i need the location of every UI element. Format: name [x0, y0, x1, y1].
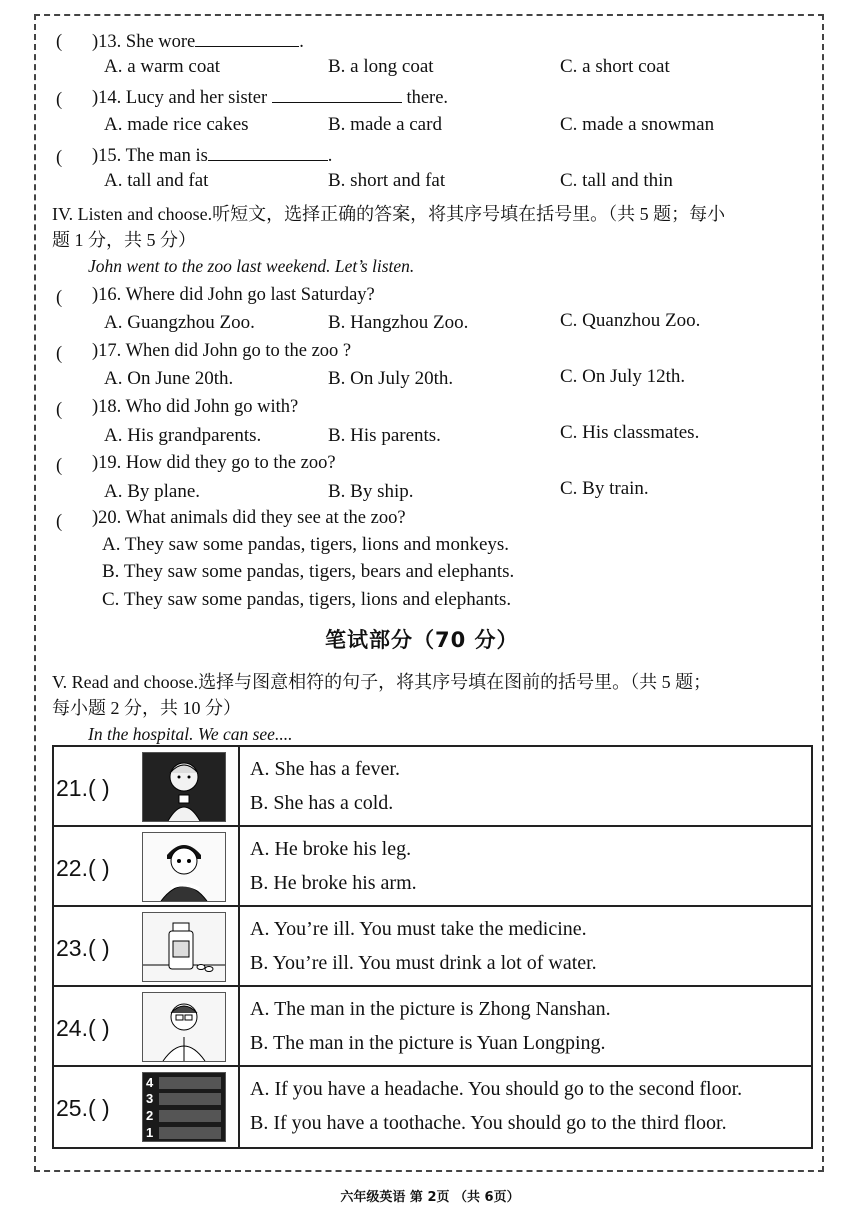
option-14b[interactable]: B. made a card [328, 114, 442, 135]
option-25a[interactable]: A. If you have a headache. You should go to the second floor. [250, 1078, 743, 1100]
table-row [54, 1067, 811, 1147]
question-19: )19. How did they go to the zoo? [92, 453, 336, 473]
question-20: )20. What animals did they see at the zoo? [92, 508, 406, 528]
option-14c[interactable]: C. made a snowman [560, 114, 715, 135]
answer-paren[interactable]: ( [56, 344, 63, 364]
floor-label: 1 [146, 1125, 154, 1140]
section-5-heading-cont: 每小题 2 分，共 10 分） [52, 698, 241, 718]
column-divider [238, 907, 240, 985]
option-16b[interactable]: B. Hangzhou Zoo. [328, 312, 469, 333]
answer-paren[interactable]: ( [56, 148, 63, 168]
option-20b[interactable]: B. They saw some pandas, tigers, bears and elephants. [102, 561, 515, 582]
answer-number-24[interactable]: 24.( ) [56, 1015, 110, 1041]
option-14a[interactable]: A. made rice cakes [104, 114, 249, 135]
option-15c[interactable]: C. tall and thin [560, 170, 673, 191]
answer-paren[interactable]: ( [56, 400, 63, 420]
column-divider [238, 747, 240, 825]
option-21a[interactable]: A. She has a fever. [250, 758, 400, 780]
option-20c[interactable]: C. They saw some pandas, tigers, lions and elephants. [102, 589, 512, 610]
option-17c[interactable]: C. On July 12th. [560, 366, 686, 387]
column-divider [238, 987, 240, 1065]
option-13a[interactable]: A. a warm coat [104, 56, 221, 77]
question-15: )15. The man is . [92, 146, 333, 166]
option-23a[interactable]: A. You’re ill. You must take the medicine. [250, 918, 587, 940]
question-14: )14. Lucy and her sister there. [92, 88, 449, 108]
answer-number-23[interactable]: 23.( ) [56, 935, 110, 961]
answer-paren[interactable]: ( [56, 32, 63, 52]
option-17a[interactable]: A. On June 20th. [104, 368, 234, 389]
option-19c[interactable]: C. By train. [560, 478, 649, 499]
column-divider [238, 827, 240, 905]
picture-match-table [52, 745, 813, 1149]
question-17: )17. When did John go to the zoo ? [92, 341, 352, 361]
option-16c[interactable]: C. Quanzhou Zoo. [560, 310, 701, 331]
option-18b[interactable]: B. His parents. [328, 425, 441, 446]
option-25b[interactable]: B. If you have a toothache. You should go to the third floor. [250, 1112, 727, 1134]
table-row [54, 907, 811, 987]
option-18c[interactable]: C. His classmates. [560, 422, 700, 443]
answer-number-21[interactable]: 21.( ) [56, 775, 110, 801]
option-23b[interactable]: B. You’re ill. You must drink a lot of water. [250, 952, 597, 974]
answer-paren[interactable]: ( [56, 90, 63, 110]
page-footer: 六年级英语 第 2页 （共 6页） [340, 1190, 520, 1205]
option-13b[interactable]: B. a long coat [328, 56, 434, 77]
option-24a[interactable]: A. The man in the picture is Zhong Nanshan. [250, 998, 611, 1020]
option-18a[interactable]: A. His grandparents. [104, 425, 262, 446]
doctor-portrait-icon [142, 992, 226, 1062]
answer-paren[interactable]: ( [56, 456, 63, 476]
answer-paren[interactable]: ( [56, 512, 63, 532]
boy-with-broken-arm-icon [142, 832, 226, 902]
option-15b[interactable]: B. short and fat [328, 170, 446, 191]
option-13c[interactable]: C. a short coat [560, 56, 670, 77]
section-5-intro: In the hospital. We can see.... [88, 724, 293, 744]
section-4-heading-cont: 题 1 分，共 5 分） [52, 230, 196, 250]
floor-label: 4 [146, 1075, 154, 1090]
section-4-heading: IV. Listen and choose.听短文，选择正确的答案，将其序号填在括号里。（共 5 题；每小 [52, 204, 726, 224]
option-20a[interactable]: A. They saw some pandas, tigers, lions and monkeys. [102, 534, 510, 555]
option-19b[interactable]: B. By ship. [328, 481, 414, 502]
option-17b[interactable]: B. On July 20th. [328, 368, 454, 389]
floor-label: 2 [146, 1108, 154, 1123]
option-22b[interactable]: B. He broke his arm. [250, 872, 417, 894]
table-row [54, 747, 811, 827]
option-22a[interactable]: A. He broke his leg. [250, 838, 412, 860]
written-part-title: 笔试部分（70 分） [325, 628, 519, 652]
answer-paren[interactable]: ( [56, 288, 63, 308]
option-19a[interactable]: A. By plane. [104, 481, 201, 502]
option-15a[interactable]: A. tall and fat [104, 170, 209, 191]
column-divider [238, 1067, 240, 1147]
table-row [54, 827, 811, 907]
table-row [54, 987, 811, 1067]
answer-number-25[interactable]: 25.( ) [56, 1095, 110, 1121]
question-16: )16. Where did John go last Saturday? [92, 285, 375, 305]
option-16a[interactable]: A. Guangzhou Zoo. [104, 312, 255, 333]
section-5-heading: V. Read and choose.选择与图意相符的句子，将其序号填在图前的括号里。（共 5 题； [52, 672, 712, 692]
medicine-bottle-icon [142, 912, 226, 982]
section-4-intro: John went to the zoo last weekend. Let’s listen. [88, 256, 415, 276]
girl-with-fever-icon [142, 752, 226, 822]
option-24b[interactable]: B. The man in the picture is Yuan Longping. [250, 1032, 606, 1054]
question-13: )13. She wore . [92, 32, 304, 52]
floor-directory-icon [142, 1072, 226, 1142]
question-18: )18. Who did John go with? [92, 397, 299, 417]
option-21b[interactable]: B. She has a cold. [250, 792, 394, 814]
floor-label: 3 [146, 1091, 154, 1106]
answer-number-22[interactable]: 22.( ) [56, 855, 110, 881]
